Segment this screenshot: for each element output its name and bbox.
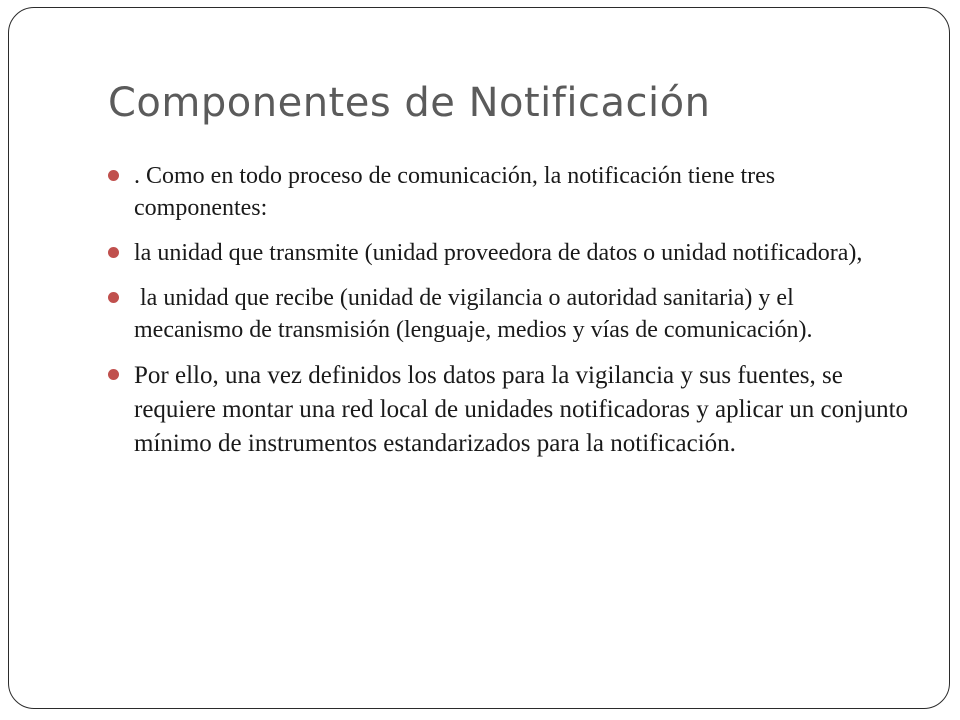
slide-title: Componentes de Notificación — [108, 80, 711, 126]
bullet-item — [108, 282, 908, 346]
bullet-text: la unidad que transmite (unidad proveedora de datos o unidad notificadora), — [134, 240, 863, 266]
bullet-item — [108, 237, 908, 269]
bullet-text: Por ello, una vez definidos los datos para la vigilancia y sus fuentes, se requiere montar una red local de unidades notificadoras y aplicar un conjunto mínimo de instrumentos estandarizados para la notificación. — [134, 362, 909, 457]
bullet-list — [108, 160, 908, 474]
bullet-text: la unidad que recibe (unidad de vigilancia o autoridad sanitaria) y el mecanismo de transmisión (lenguaje, medios y vías de comunicación). — [134, 285, 813, 343]
bullet-dot-icon — [108, 369, 119, 380]
bullet-dot-icon — [108, 170, 119, 181]
bullet-item — [108, 160, 908, 224]
bullet-dot-icon — [108, 292, 119, 303]
bullet-dot-icon — [108, 247, 119, 258]
bullet-item — [108, 359, 908, 461]
bullet-text: . Como en todo proceso de comunicación, la notificación tiene tres componentes: — [134, 163, 776, 221]
